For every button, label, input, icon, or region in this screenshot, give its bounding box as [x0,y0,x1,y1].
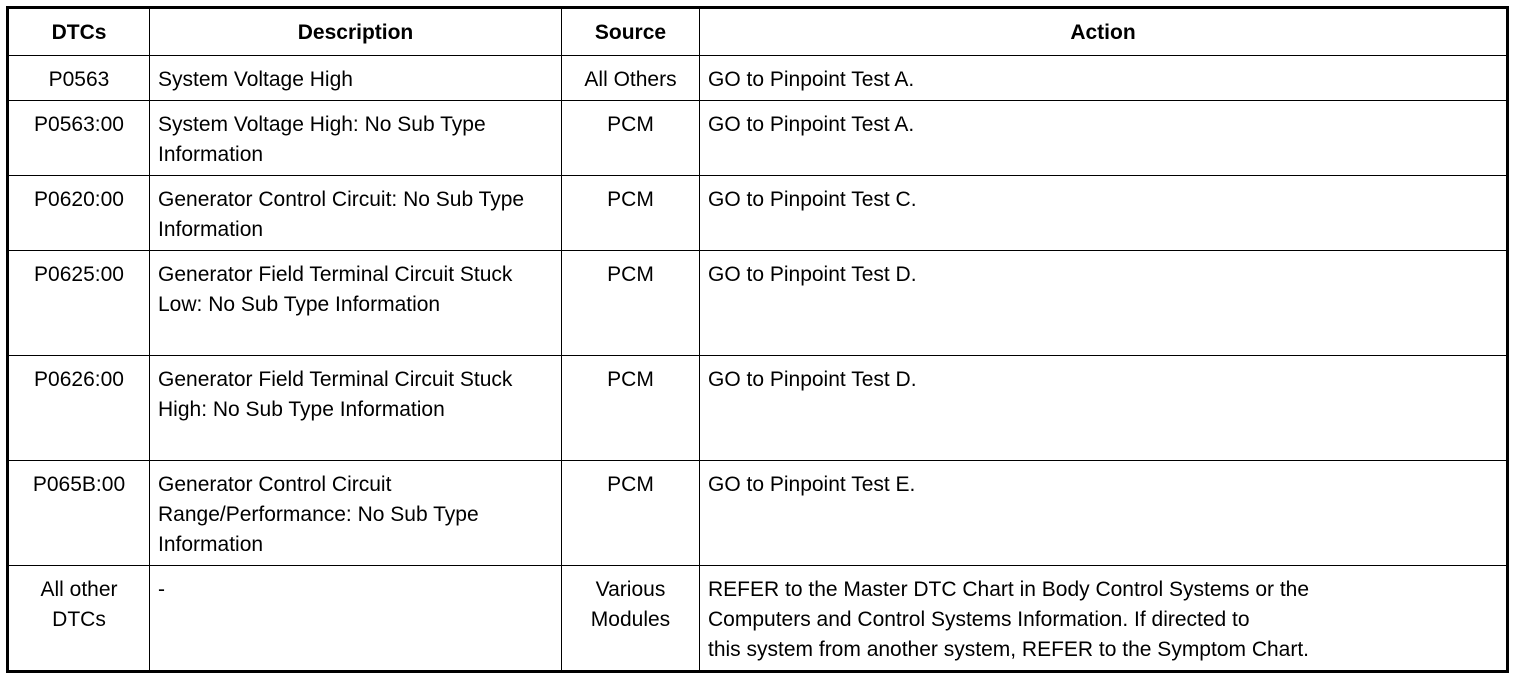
dtc-description: Generator Control Circuit: No Sub Type Information [150,176,562,251]
dtc-code: P0563:00 [8,101,150,176]
header-dtcs: DTCs [8,8,150,56]
dtc-source: PCM [562,176,700,251]
dtc-action: GO to Pinpoint Test A. [700,101,1508,176]
dtc-description: Generator Field Terminal Circuit Stuck High: No Sub Type Information [150,356,562,461]
table-row [8,56,1508,101]
dtc-source: PCM [562,461,700,566]
dtc-description: System Voltage High: No Sub Type Information [150,101,562,176]
dtc-action: GO to Pinpoint Test C. [700,176,1508,251]
dtc-action: REFER to the Master DTC Chart in Body Control Systems or the Computers and Control Systems Information. If directed to this system from another system, REFER to the Symptom Chart. [700,566,1508,672]
table-row [8,356,1508,461]
header-source: Source [562,8,700,56]
dtc-description: - [150,566,562,672]
dtc-code: All other DTCs [8,566,150,672]
table-row [8,566,1508,672]
dtc-code: P0563 [8,56,150,101]
dtc-action: GO to Pinpoint Test D. [700,251,1508,356]
table-header-row [8,8,1508,56]
dtc-code: P0626:00 [8,356,150,461]
dtc-description: Generator Field Terminal Circuit Stuck Low: No Sub Type Information [150,251,562,356]
table-row [8,251,1508,356]
dtc-description: System Voltage High [150,56,562,101]
dtc-code: P065B:00 [8,461,150,566]
dtc-table [6,6,1509,673]
dtc-description: Generator Control Circuit Range/Performance: No Sub Type Information [150,461,562,566]
header-action: Action [700,8,1508,56]
dtc-code: P0620:00 [8,176,150,251]
dtc-action: GO to Pinpoint Test A. [700,56,1508,101]
dtc-source: PCM [562,356,700,461]
table-row [8,176,1508,251]
dtc-source: All Others [562,56,700,101]
dtc-source: PCM [562,251,700,356]
table-row [8,461,1508,566]
dtc-source: PCM [562,101,700,176]
table-row [8,101,1508,176]
dtc-source: Various Modules [562,566,700,672]
dtc-action: GO to Pinpoint Test E. [700,461,1508,566]
dtc-code: P0625:00 [8,251,150,356]
dtc-action: GO to Pinpoint Test D. [700,356,1508,461]
header-description: Description [150,8,562,56]
